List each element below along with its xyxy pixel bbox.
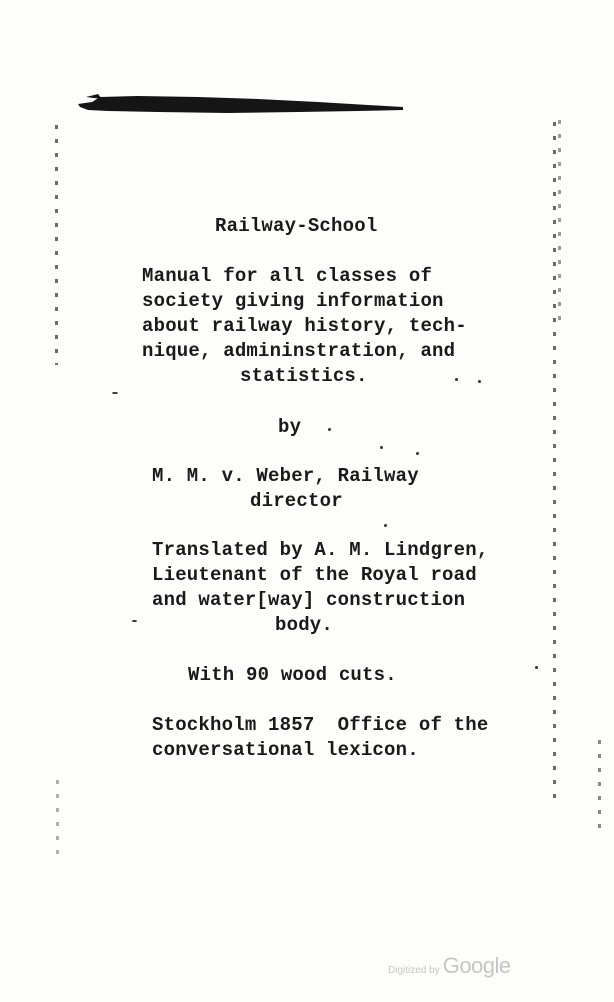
subtitle-line-2: society giving information (142, 290, 444, 312)
google-logo: Google (442, 953, 511, 978)
woodcuts-note: With 90 wood cuts. (188, 664, 397, 686)
digitized-watermark (388, 953, 511, 979)
subtitle-line-1: Manual for all classes of (142, 265, 433, 287)
left-edge-dots (55, 125, 58, 365)
ink-speck (384, 524, 387, 527)
subtitle-line-4: nique, admininstration, and (142, 340, 456, 362)
subtitle-line-3: about railway history, tech- (142, 315, 467, 337)
publisher-line-2: conversational lexicon. (152, 739, 419, 761)
ink-speck (112, 392, 118, 394)
ink-smudge-bar (78, 93, 403, 115)
translator-line-3: and water[way] construction (152, 589, 466, 611)
ink-speck (478, 380, 481, 383)
subtitle-line-5: statistics. (240, 365, 368, 387)
right-edge-dots (553, 122, 556, 802)
ink-speck (132, 620, 137, 622)
translator-line-4: body. (275, 614, 334, 636)
title: Railway-School (215, 215, 378, 237)
publisher-line-1: Stockholm 1857 Office of the (152, 714, 489, 736)
ink-speck (535, 666, 538, 669)
ink-speck (328, 428, 331, 431)
author-line-1: M. M. v. Weber, Railway (152, 465, 419, 487)
ink-speck (416, 452, 419, 455)
ink-speck (380, 446, 383, 449)
translator-line-1: Translated by A. M. Lindgren, (152, 539, 489, 561)
far-right-edge-dots (598, 740, 601, 830)
left-edge-dots-lower (56, 780, 59, 860)
author-line-2: director (250, 490, 343, 512)
ink-speck (455, 378, 458, 381)
watermark-prefix: Digitized by (388, 965, 440, 976)
by-line: by (278, 416, 302, 438)
right-edge-dots-inner (558, 120, 561, 320)
translator-line-2: Lieutenant of the Royal road (152, 564, 477, 586)
